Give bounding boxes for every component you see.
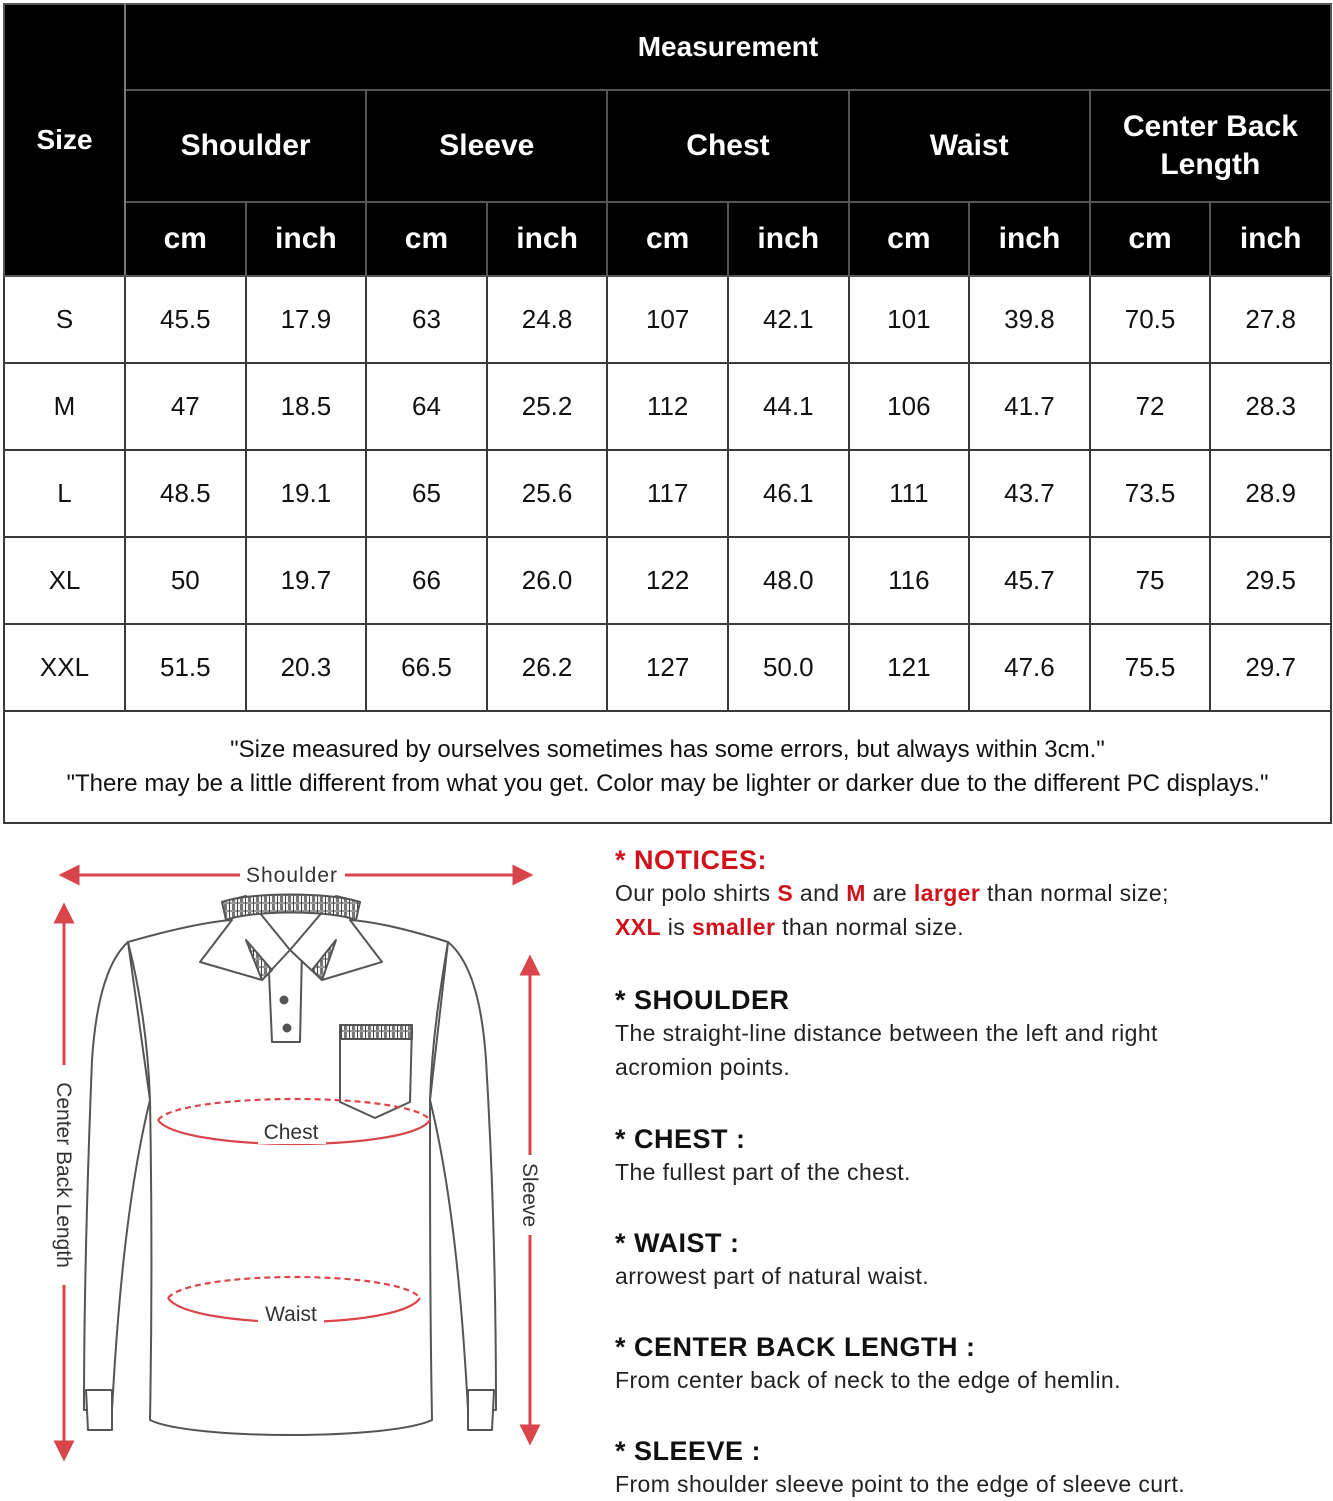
group-header-waist: Waist [849,90,1090,202]
definition-text: From shoulder sleeve point to the edge of sleeve curt. [615,1471,1186,1497]
notices-text-part: Our polo shirts [615,880,778,906]
value-cell: 75 [1090,537,1211,624]
value-cell: 50.0 [728,624,849,711]
table-body [4,276,1331,823]
value-cell: 17.9 [246,276,367,363]
value-cell: 18.5 [246,363,367,450]
value-cell: 24.8 [487,276,608,363]
value-cell: 66 [366,537,487,624]
value-cell: 121 [849,624,970,711]
disclaimer-line-2: "There may be a little different from what you get. Color may be lighter or darker due to the different PC displays." [66,770,1269,797]
size-m-highlight: M [846,880,866,906]
value-cell: 64 [366,363,487,450]
table-row [4,450,1331,537]
shoulder-definition [615,985,1175,1084]
notices-block [615,845,1315,944]
value-cell: 73.5 [1090,450,1211,537]
definition-title: * WAIST : [615,1228,740,1258]
waist-label: Waist [265,1303,317,1326]
polo-shirt-illustration [84,895,496,1436]
unit-header: cm [125,202,246,276]
definition-title: * CENTER BACK LENGTH : [615,1332,976,1362]
unit-header: cm [607,202,728,276]
value-cell: 75.5 [1090,624,1211,711]
unit-header: inch [728,202,849,276]
chest-definition [615,1124,1315,1189]
size-cell: L [4,450,125,537]
table-header [4,4,1331,276]
value-cell: 48.0 [728,537,849,624]
value-cell: 116 [849,537,970,624]
value-cell: 66.5 [366,624,487,711]
value-cell: 42.1 [728,276,849,363]
disclaimer-row [4,711,1331,823]
value-cell: 106 [849,363,970,450]
size-cell: XL [4,537,125,624]
unit-header: inch [969,202,1090,276]
center-back-length-definition [615,1332,1315,1397]
notices-text-part: than normal size. [775,914,965,940]
value-cell: 72 [1090,363,1211,450]
sleeve-label: Sleeve [518,1162,541,1228]
value-cell: 47 [125,363,246,450]
value-cell: 46.1 [728,450,849,537]
size-xxl-highlight: XXL [615,914,661,940]
value-cell: 112 [607,363,728,450]
definition-title: * CHEST : [615,1124,746,1154]
smaller-highlight: smaller [691,914,776,940]
measurement-diagram [0,830,600,1500]
value-cell: 39.8 [969,276,1090,363]
value-cell: 19.7 [246,537,367,624]
notices-text-part: and [793,880,847,906]
value-cell: 51.5 [125,624,246,711]
group-header-center-back-length-label: Center Back Length [1122,110,1298,181]
unit-header: cm [366,202,487,276]
size-cell: XXL [4,624,125,711]
value-cell: 63 [366,276,487,363]
size-chart-table [3,3,1332,824]
definition-text: The fullest part of the chest. [615,1159,911,1185]
value-cell: 117 [607,450,728,537]
value-cell: 111 [849,450,970,537]
value-cell: 28.9 [1210,450,1331,537]
table-row [4,276,1331,363]
size-column-header: Size [4,4,125,276]
definition-title: * SHOULDER [615,985,790,1015]
value-cell: 29.5 [1210,537,1331,624]
unit-header: cm [849,202,970,276]
table-row [4,624,1331,711]
shoulder-label: Shoulder [245,864,339,887]
value-cell: 48.5 [125,450,246,537]
chest-label: Chest [263,1121,319,1144]
disclaimer-line-1: "Size measured by ourselves sometimes has some errors, but always within 3cm." [230,736,1105,763]
value-cell: 43.7 [969,450,1090,537]
value-cell: 19.1 [246,450,367,537]
group-header-sleeve: Sleeve [366,90,607,202]
notices-text-part: is [660,914,692,940]
value-cell: 47.6 [969,624,1090,711]
value-cell: 107 [607,276,728,363]
value-cell: 122 [607,537,728,624]
larger-highlight: larger [913,880,981,906]
value-cell: 50 [125,537,246,624]
value-cell: 25.2 [487,363,608,450]
unit-header: inch [1210,202,1331,276]
value-cell: 65 [366,450,487,537]
unit-header: cm [1090,202,1211,276]
size-s-highlight: S [777,880,794,906]
table-row [4,363,1331,450]
value-cell: 45.7 [969,537,1090,624]
table-row [4,537,1331,624]
value-cell: 45.5 [125,276,246,363]
notices-text-part: than normal size; [980,880,1169,906]
value-cell: 127 [607,624,728,711]
group-header-center-back-length [1090,90,1331,202]
value-cell: 101 [849,276,970,363]
notices-text [615,876,1315,944]
value-cell: 20.3 [246,624,367,711]
definition-text: The straight-line distance between the left and right acromion points. [615,1020,1158,1080]
value-cell: 44.1 [728,363,849,450]
definition-text: From center back of neck to the edge of hemlin. [615,1367,1121,1393]
measurement-header: Measurement [125,4,1331,90]
value-cell: 26.2 [487,624,608,711]
notices-text-part: are [865,880,914,906]
size-cell: S [4,276,125,363]
value-cell: 29.7 [1210,624,1331,711]
notices-title: * NOTICES: [615,845,768,875]
unit-header: inch [246,202,367,276]
value-cell: 41.7 [969,363,1090,450]
value-cell: 70.5 [1090,276,1211,363]
unit-header: inch [487,202,608,276]
definition-title: * SLEEVE : [615,1436,762,1466]
size-cell: M [4,363,125,450]
value-cell: 26.0 [487,537,608,624]
disclaimer-cell [4,711,1331,823]
value-cell: 28.3 [1210,363,1331,450]
center-back-length-label: Center Back Length [52,1082,75,1268]
group-header-shoulder: Shoulder [125,90,366,202]
definition-text: arrowest part of natural waist. [615,1263,930,1289]
sleeve-definition [615,1436,1315,1501]
value-cell: 27.8 [1210,276,1331,363]
group-header-chest: Chest [607,90,848,202]
waist-definition [615,1228,1315,1293]
value-cell: 25.6 [487,450,608,537]
